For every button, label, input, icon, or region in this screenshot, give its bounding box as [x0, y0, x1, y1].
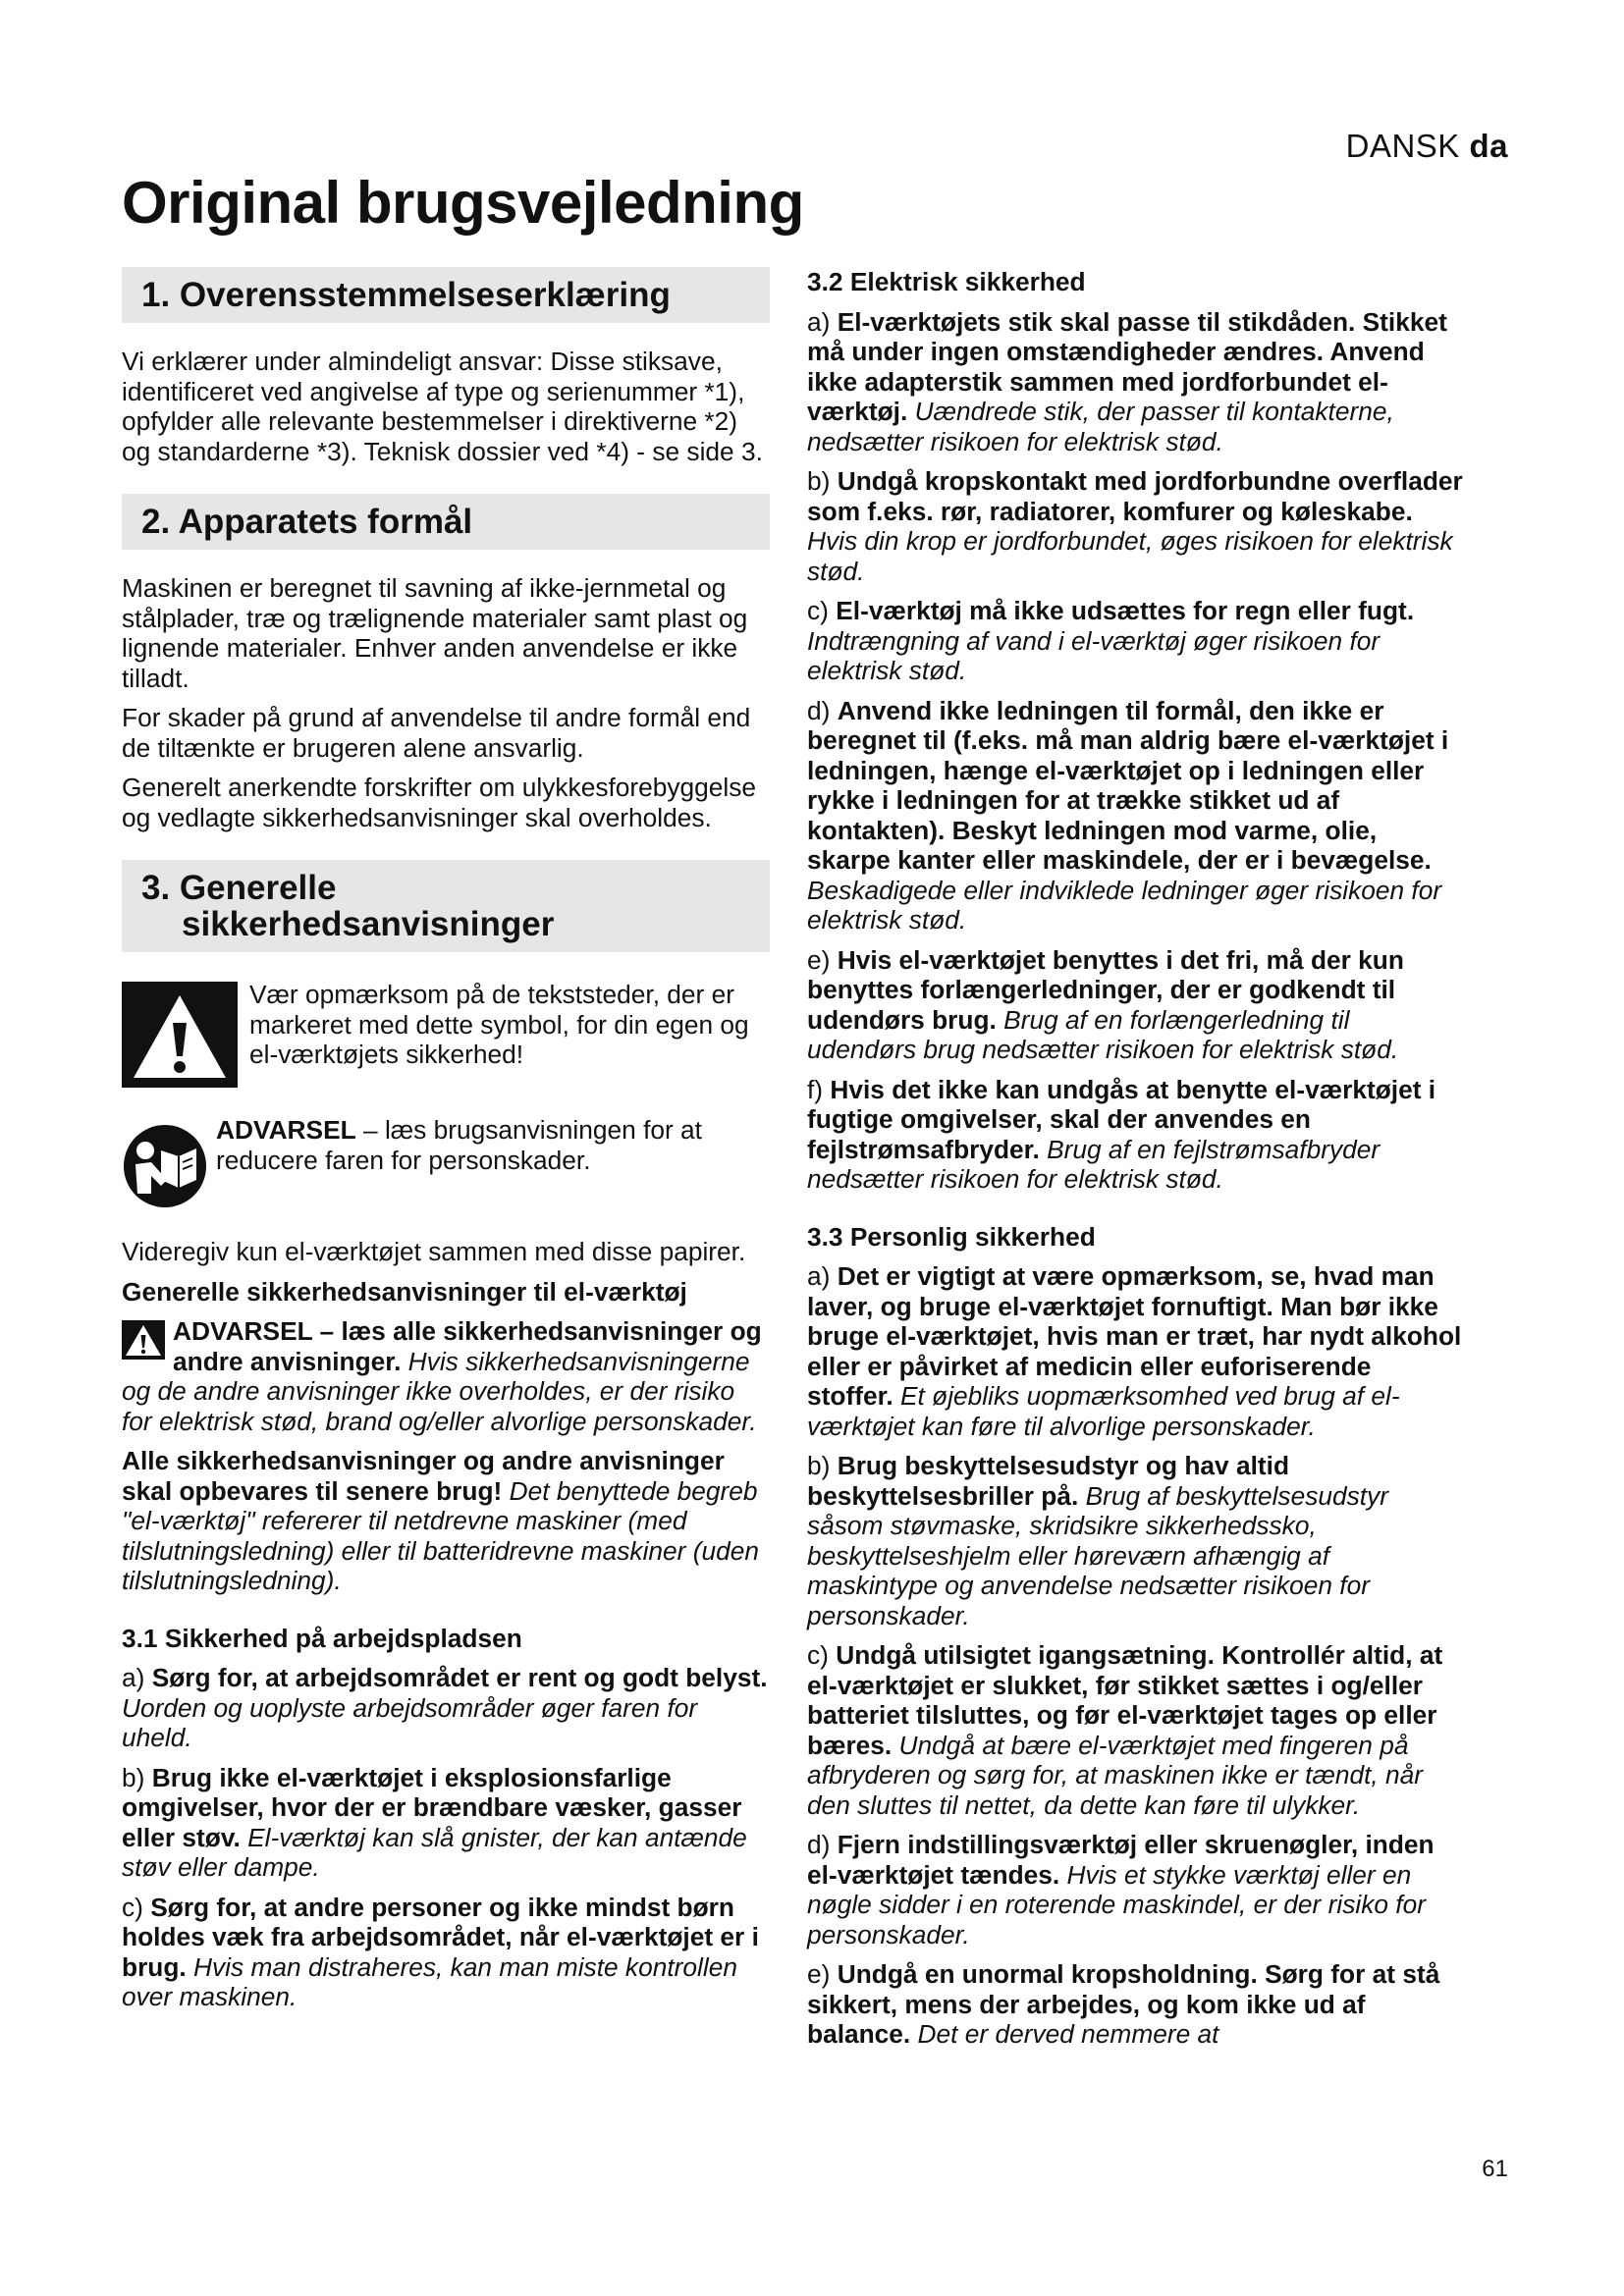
language-code: da [1469, 128, 1508, 164]
section-3-1-item-c: c) Sørg for, at andre personer og ikke mindst børn holdes væk fra arbejdsområdet, når el-værktøjet er i brug. Hvis man distraheres, kan man miste kontrollen over maskinen. [122, 1892, 759, 2011]
section-3-2-heading: 3.2 Elektrisk sikkerhed [807, 267, 1086, 296]
section-3-heading-line-1: 3. Generelle [141, 869, 337, 907]
warning-triangle-icon [122, 982, 238, 1088]
language-label [1346, 128, 1508, 165]
section-1-text: Vi erklærer under almindeligt ansvar: Disse stiksave, identificeret ved angivelse af type og serienummer *1), opfylder alle relevante bestemmelser i direktiverne *2) og standarderne *3). Teknisk dossier ved *4) - se side 3. [122, 347, 763, 466]
section-2-paragraph-1: Maskinen er beregnet til savning af ikke-jernmetal og stålplader, træ og trælignende materialer samt plast og lignende materialer. Enhver anden anvendelse er ikke tilladt. [122, 573, 748, 693]
section-3-2-item-f: f) Hvis det ikke kan undgås at benytte el-værktøjet i fugtige omgivelser, skal der anvendes en fejlstrømsafbryder. Brug af en fejlstrømsafbryder nedsætter risikoen for elektrisk stød. [807, 1074, 1436, 1194]
right-column [807, 267, 1463, 2059]
section-3-3-item-d: d) Fjern indstillingsværktøj eller skruenøgler, inden el-værktøjet tændes. Hvis et stykke værktøj eller en nøgle sidder i en roterende maskindel, er der risiko for personskader. [807, 1830, 1435, 1949]
section-3-1-heading: 3.1 Sikkerhed på arbejdspladsen [122, 1623, 522, 1653]
section-3-1-item-b: b) Brug ikke el-værktøjet i eksplosionsfarlige omgivelser, hvor der er brændbare væsker, gasser eller støv. El-værktøj kan slå gnister, der kan antænde støv eller dampe. [122, 1762, 747, 1882]
keep-instructions [122, 1446, 770, 1596]
warning-symbol-note [122, 976, 770, 1088]
section-3-3-item-e: e) Undgå en unormal kropsholdning. Sørg for at stå sikkert, mens der arbejdes, og kom ikke ud af balance. Det er derved nemmere at [807, 1959, 1440, 2049]
left-column [122, 267, 770, 2022]
pass-on-note: Videregiv kun el-værktøjet sammen med disse papirer. [122, 1237, 746, 1266]
general-safety-heading: Generelle sikkerhedsanvisninger til el-værktøj [122, 1276, 687, 1307]
section-3-2-item-c: c) El-værktøj må ikke udsættes for regn eller fugt. Indtrængning af vand i el-værktøj øger risikoen for elektrisk stød. [807, 596, 1415, 685]
section-2-paragraph-3: Generelt anerkendte forskrifter om ulykkesforebyggelse og vedlagte sikkerhedsanvisninger skal overholdes. [122, 773, 757, 832]
section-3-heading-line-2: sikkerhedsanvisninger [182, 905, 555, 943]
section-2-paragraph-2: For skader på grund af anvendelse til andre formål end de tiltænkte er brugeren alene ansvarlig. [122, 703, 751, 763]
advarsel-read-all-italic: Hvis sikkerhedsanvisningerne og de andre anvisninger ikke overholdes, er der risiko for elektrisk stød, brand og/eller alvorlige personskader. [122, 1346, 757, 1436]
keep-instructions-italic: Det benyttede begreb "el-værktøj" refererer til netdrevne maskiner (med tilslutningsledning) eller til batteridrevne maskiner (uden tilslutningsledning). [122, 1475, 759, 1595]
small-warning-triangle-icon [122, 1320, 165, 1360]
section-1-heading: 1. Overensstemmelseserklæring [122, 267, 770, 323]
section-3-2-item-b: b) Undgå kropskontakt med jordforbundne overflader som f.eks. rør, radiatorer, komfurer og køleskabe. Hvis din krop er jordforbundet, øges risikoen for elektrisk stød. [807, 466, 1463, 586]
section-3-1-item-a: a) Sørg for, at arbejdsområdet er rent og godt belyst. Uorden og uoplyste arbejdsområder øger faren for uheld. [122, 1663, 768, 1752]
advarsel-label: ADVARSEL [216, 1115, 356, 1145]
section-3-2-item-d: d) Anvend ikke ledningen til formål, den ikke er beregnet til (f.eks. må man aldrig bære el-værktøjet i ledningen, hænge el-værktøjet op i ledningen eller rykke i ledningen for at trække stikket ud af kontakten). Beskyt ledningen mod varme, olie, skarpe kanter eller maskindele, der er i bevægelse. Beskadigede eller indviklede ledninger øger risikoen for elektrisk stød. [807, 695, 1449, 934]
section-3-3-heading: 3.3 Personlig sikkerhed [807, 1221, 1096, 1252]
section-3-3-item-a: a) Det er vigtigt at være opmærksom, se, hvad man laver, og bruge el-værktøjet fornuftigt. Man bør ikke bruge el-værktøjet, hvis man er træt, har nydt alkohol eller er påvirket af medicin eller euforiserende stoffer. Et øjebliks uopmærksomhed ved brug af el-værktøjet kan føre til alvorlige personskader. [807, 1261, 1462, 1441]
advarsel-read-all [122, 1316, 770, 1436]
warning-symbol-text: Vær opmærksom på de tekststeder, der er markeret med dette symbol, for din egen og el-værktøjets sikkerhed! [249, 980, 749, 1069]
advarsel-text: – læs brugsanvisningen for at reducere faren for personskader. [216, 1115, 702, 1175]
read-manual-note [122, 1115, 770, 1209]
section-3-2-item-a: a) El-værktøjets stik skal passe til stikdåden. Stikket må under ingen omstændigheder ændres. Anvend ikke adapterstik sammen med jordforbundet el-værktøj. Uændrede stik, der passer til kontakterne, nedsætter risikoen for elektrisk stød. [807, 306, 1447, 456]
section-2-heading: 2. Apparatets formål [122, 494, 770, 550]
read-manual-text [216, 1115, 770, 1175]
keep-instructions-bold: Alle sikkerhedsanvisninger og andre anvisninger skal opbevares til senere brug! [122, 1446, 725, 1506]
page-number: 61 [1482, 2156, 1508, 2182]
document-title: Original brugsvejledning [122, 170, 804, 236]
section-3-3-item-c: c) Undgå utilsigtet igangsætning. Kontrollér altid, at el-værktøjet er slukket, før stikket sættes i og/eller batteriet tilsluttes, og før el-værktøjet tages op eller bæres. Undgå at bære el-værktøjet med fingeren på afbryderen og sørg for, at maskinen ikke er tændt, når den sluttes til nettet, da dette kan føre til ulykker. [807, 1640, 1443, 1820]
section-3-3-item-b: b) Brug beskyttelsesudstyr og hav altid beskyttelsesbriller på. Brug af beskyttelsesudstyr såsom støvmaske, skridsikre sikkerhedssko, beskyttelseshjelm eller høreværn afhængig af maskintype og anvendelse nedsætter risikoen for personskader. [807, 1451, 1388, 1630]
advarsel-read-all-bold: ADVARSEL – læs alle sikkerhedsanvisninger og andre anvisninger. [173, 1316, 762, 1376]
section-3-2-item-e: e) Hvis el-værktøjet benyttes i det fri, må der kun benyttes forlængerledninger, der er godkendt til udendørs brug. Brug af en forlængerledning til udendørs brug nedsætter risikoen for elektrisk stød. [807, 944, 1404, 1064]
language-name: DANSK [1345, 128, 1460, 164]
section-3-heading [122, 860, 770, 952]
read-manual-icon [122, 1123, 208, 1209]
